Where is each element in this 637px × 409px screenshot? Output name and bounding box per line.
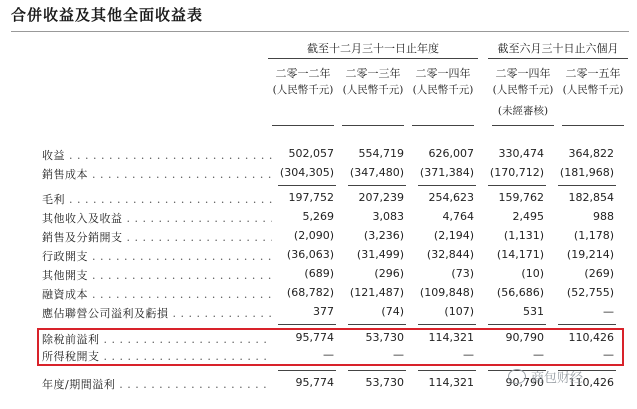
column-unit: (人民幣千元) bbox=[272, 84, 334, 96]
column-unit: (人民幣千元) bbox=[412, 84, 474, 96]
cell: (1,178) bbox=[573, 229, 614, 242]
row-label: 年度/期間溢利 . . . bbox=[42, 376, 272, 392]
cell: 377 bbox=[313, 305, 334, 318]
cell: (304,305) bbox=[279, 166, 334, 179]
table-row bbox=[0, 166, 637, 184]
cell: (347,480) bbox=[349, 166, 404, 179]
cell: 95,774 bbox=[295, 376, 334, 389]
group-rule-half bbox=[488, 58, 628, 59]
cell: (170,712) bbox=[489, 166, 544, 179]
row-label: 所得稅開支 . . . bbox=[42, 348, 272, 364]
cell: 53,730 bbox=[365, 331, 404, 344]
cell: (36,063) bbox=[286, 248, 334, 261]
cell: 197,752 bbox=[288, 191, 334, 204]
row-label: 銷售成本 . . . bbox=[42, 166, 272, 182]
subtotal-rule bbox=[418, 324, 476, 325]
row-label: 毛利 . . . bbox=[42, 191, 272, 207]
subtotal-rule bbox=[488, 185, 546, 186]
table-row bbox=[0, 210, 637, 228]
subtotal-rule bbox=[558, 185, 616, 186]
cell: (181,968) bbox=[559, 166, 614, 179]
highlight-box bbox=[37, 328, 624, 366]
column-rule bbox=[492, 125, 554, 126]
cell: (14,171) bbox=[496, 248, 544, 261]
cell: (56,686) bbox=[496, 286, 544, 299]
row-label: 融資成本 . . . bbox=[42, 286, 272, 302]
cell: (689) bbox=[304, 267, 334, 280]
subtotal-rule bbox=[348, 324, 406, 325]
chat-bubble-icon bbox=[508, 369, 526, 384]
subtotal-rule bbox=[488, 324, 546, 325]
column-unit: (人民幣千元) bbox=[492, 84, 554, 96]
cell: 3,083 bbox=[372, 210, 404, 223]
cell: 5,269 bbox=[302, 210, 334, 223]
cell: 110,426 bbox=[568, 331, 614, 344]
column-year: 二零一三年 bbox=[345, 67, 401, 80]
group-header-half: 截至六月三十日止六個月 bbox=[497, 42, 619, 55]
column-unit: (人民幣千元) bbox=[342, 84, 404, 96]
cell: 554,719 bbox=[358, 147, 404, 160]
cell: (1,131) bbox=[503, 229, 544, 242]
cell: 626,007 bbox=[428, 147, 474, 160]
cell: (68,782) bbox=[286, 286, 334, 299]
cell: 4,764 bbox=[442, 210, 474, 223]
column-unit: (人民幣千元) bbox=[562, 84, 624, 96]
cell: 95,774 bbox=[295, 331, 334, 344]
title-rule bbox=[11, 31, 629, 32]
cell: (2,090) bbox=[293, 229, 334, 242]
cell: (109,848) bbox=[419, 286, 474, 299]
column-year: 二零一四年 bbox=[415, 67, 471, 80]
column-year: 二零一二年 bbox=[275, 67, 331, 80]
column-rule bbox=[342, 125, 404, 126]
cell: (31,499) bbox=[356, 248, 404, 261]
subtotal-rule bbox=[278, 324, 336, 325]
table-row bbox=[0, 248, 637, 266]
cell: 330,474 bbox=[498, 147, 544, 160]
cell: 364,822 bbox=[568, 147, 614, 160]
cell: 53,730 bbox=[365, 376, 404, 389]
cell: — bbox=[603, 305, 614, 318]
row-label: 除稅前溢利 . . . bbox=[42, 331, 272, 347]
row-label: 其他收入及收益 . . . bbox=[42, 210, 272, 226]
cell: (74) bbox=[381, 305, 404, 318]
cell: — bbox=[533, 348, 544, 361]
cell: — bbox=[323, 348, 334, 361]
column-rule bbox=[562, 125, 624, 126]
total-rule bbox=[278, 370, 336, 371]
cell: — bbox=[463, 348, 474, 361]
subtotal-rule bbox=[418, 185, 476, 186]
table-row bbox=[0, 229, 637, 247]
table-row bbox=[0, 191, 637, 209]
cell: (371,384) bbox=[419, 166, 474, 179]
cell: 114,321 bbox=[428, 331, 474, 344]
subtotal-rule bbox=[348, 185, 406, 186]
column-year: 二零一四年 bbox=[495, 67, 551, 80]
watermark bbox=[508, 367, 583, 386]
row-label: 收益 . . . bbox=[42, 147, 272, 163]
table-row bbox=[0, 305, 637, 323]
subtotal-rule bbox=[278, 185, 336, 186]
cell: (10) bbox=[521, 267, 544, 280]
cell: (19,214) bbox=[566, 248, 614, 261]
cell: 531 bbox=[523, 305, 544, 318]
cell: (296) bbox=[374, 267, 404, 280]
cell: (121,487) bbox=[349, 286, 404, 299]
column-note-unaudited: (未經審核) bbox=[497, 105, 549, 117]
cell: (73) bbox=[451, 267, 474, 280]
cell: 159,762 bbox=[498, 191, 544, 204]
cell: 502,057 bbox=[288, 147, 334, 160]
statement-title: 合併收益及其他全面收益表 bbox=[11, 6, 204, 24]
column-rule bbox=[272, 125, 334, 126]
total-rule bbox=[348, 370, 406, 371]
cell: 90,790 bbox=[505, 331, 544, 344]
row-label: 應佔聯營公司溢利及虧損 . . . bbox=[42, 305, 272, 321]
cell: (2,194) bbox=[433, 229, 474, 242]
cell: 182,854 bbox=[568, 191, 614, 204]
cell: 2,495 bbox=[512, 210, 544, 223]
group-header-year: 截至十二月三十一日止年度 bbox=[307, 42, 439, 55]
group-rule-year bbox=[268, 58, 478, 59]
cell: 207,239 bbox=[358, 191, 404, 204]
row-label: 銷售及分銷開支 . . . bbox=[42, 229, 272, 245]
table-row bbox=[0, 267, 637, 285]
cell: 254,623 bbox=[428, 191, 474, 204]
cell: 90,790 bbox=[505, 376, 544, 389]
subtotal-rule bbox=[558, 324, 616, 325]
cell: 988 bbox=[593, 210, 614, 223]
cell: (3,236) bbox=[363, 229, 404, 242]
total-rule bbox=[418, 370, 476, 371]
cell: 110,426 bbox=[568, 376, 614, 389]
cell: (52,755) bbox=[566, 286, 614, 299]
table-row bbox=[0, 286, 637, 304]
cell: 114,321 bbox=[428, 376, 474, 389]
cell: (107) bbox=[444, 305, 474, 318]
cell: — bbox=[603, 348, 614, 361]
watermark-text: 商包财经 bbox=[531, 371, 584, 386]
table-row bbox=[0, 147, 637, 165]
column-year: 二零一五年 bbox=[565, 67, 621, 80]
cell: (32,844) bbox=[426, 248, 474, 261]
cell: — bbox=[393, 348, 404, 361]
row-label: 其他開支 . . . bbox=[42, 267, 272, 283]
column-rule bbox=[412, 125, 474, 126]
row-label: 行政開支 . . . bbox=[42, 248, 272, 264]
cell: (269) bbox=[584, 267, 614, 280]
